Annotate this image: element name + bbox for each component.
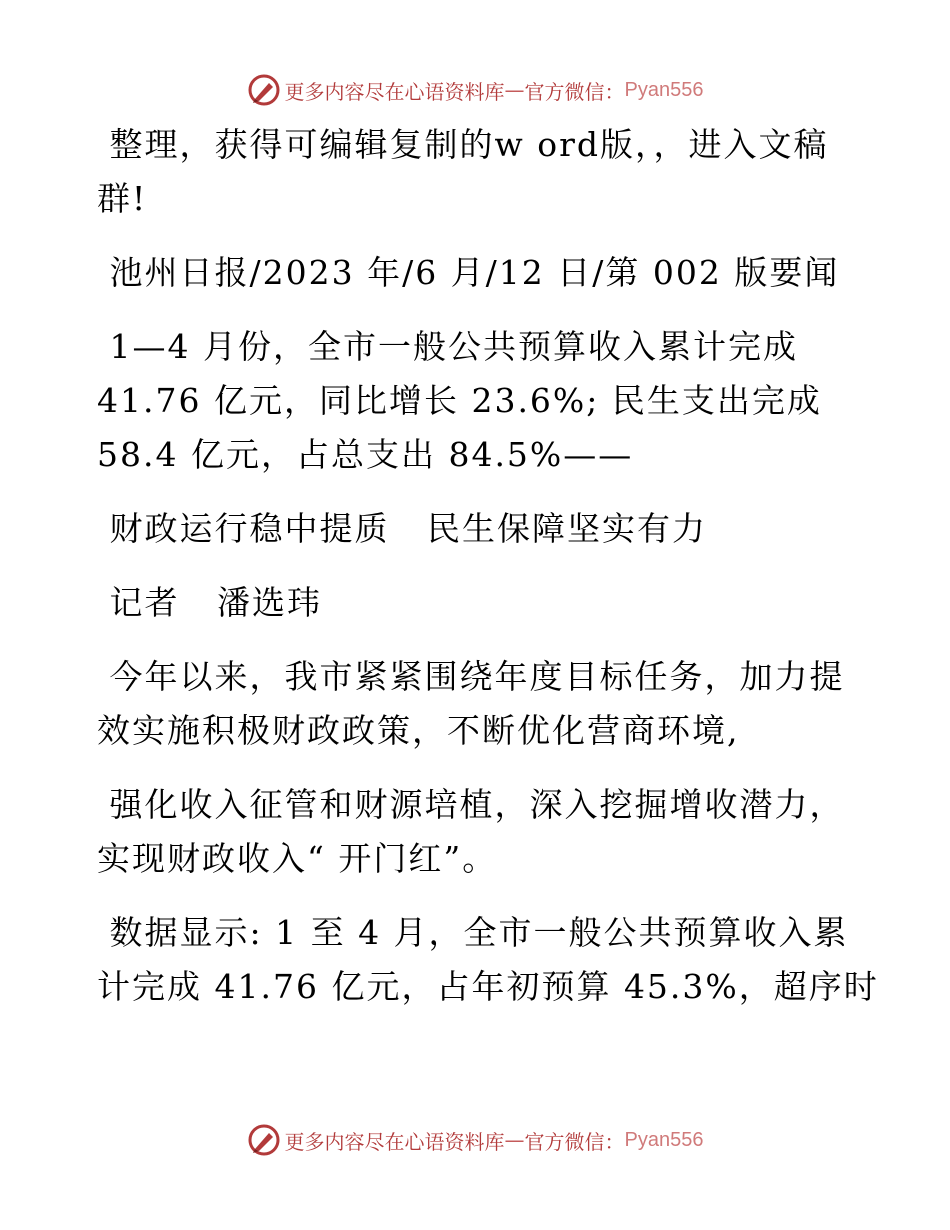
paragraph2-line-2: 实现财政收入“ 开门红”。 bbox=[97, 839, 498, 878]
subhead-line-2: 41.76 亿元，同比增长 23.6%; 民生支出完成 bbox=[97, 381, 822, 420]
watermark-separator: — bbox=[504, 78, 525, 102]
paragraph1-line-2: 效实施积极财政政策，不断优化营商环境, bbox=[97, 711, 740, 750]
header-watermark bbox=[0, 70, 950, 110]
dateline: 池州日报/2023 年/6 月/12 日/第 002 版要闻 bbox=[97, 253, 840, 292]
watermark-separator: — bbox=[504, 1128, 525, 1152]
paragraph3-line-2: 计完成 41.76 亿元，占年初预算 45.3%，超序时 bbox=[97, 967, 879, 1006]
intro-line-1: 整理，获得可编辑复制的w ord版，，进入文稿 bbox=[97, 125, 829, 164]
subhead-line-1: 1—4 月份，全市一般公共预算收入累计完成 bbox=[97, 327, 798, 366]
watermark-id: Pyan556 bbox=[624, 78, 704, 101]
paragraph2-line-1: 强化收入征管和财源培植，深入挖掘增收潜力， bbox=[97, 785, 845, 824]
watermark-text: 更多内容尽在心语资料库 bbox=[284, 79, 505, 104]
pen-logo-icon bbox=[247, 73, 281, 107]
pen-logo-icon bbox=[247, 1123, 281, 1157]
headline: 财政运行稳中提质 民生保障坚实有力 bbox=[97, 509, 707, 548]
paragraph3-line-1: 数据显示: 1 至 4 月，全市一般公共预算收入累 bbox=[97, 913, 849, 952]
byline: 记者 潘选玮 bbox=[97, 583, 322, 622]
paragraph1-line-1: 今年以来，我市紧紧围绕年度目标任务，加力提 bbox=[97, 657, 845, 696]
footer-watermark bbox=[0, 1120, 950, 1160]
watermark-label: 官方微信： bbox=[524, 79, 625, 104]
subhead-line-3: 58.4 亿元，占总支出 84.5%—— bbox=[97, 435, 634, 474]
watermark-label: 官方微信： bbox=[524, 1129, 625, 1154]
intro-line-2: 群! bbox=[97, 179, 148, 218]
document-body bbox=[97, 118, 879, 1014]
watermark-text: 更多内容尽在心语资料库 bbox=[284, 1129, 505, 1154]
watermark-id: Pyan556 bbox=[624, 1128, 704, 1151]
